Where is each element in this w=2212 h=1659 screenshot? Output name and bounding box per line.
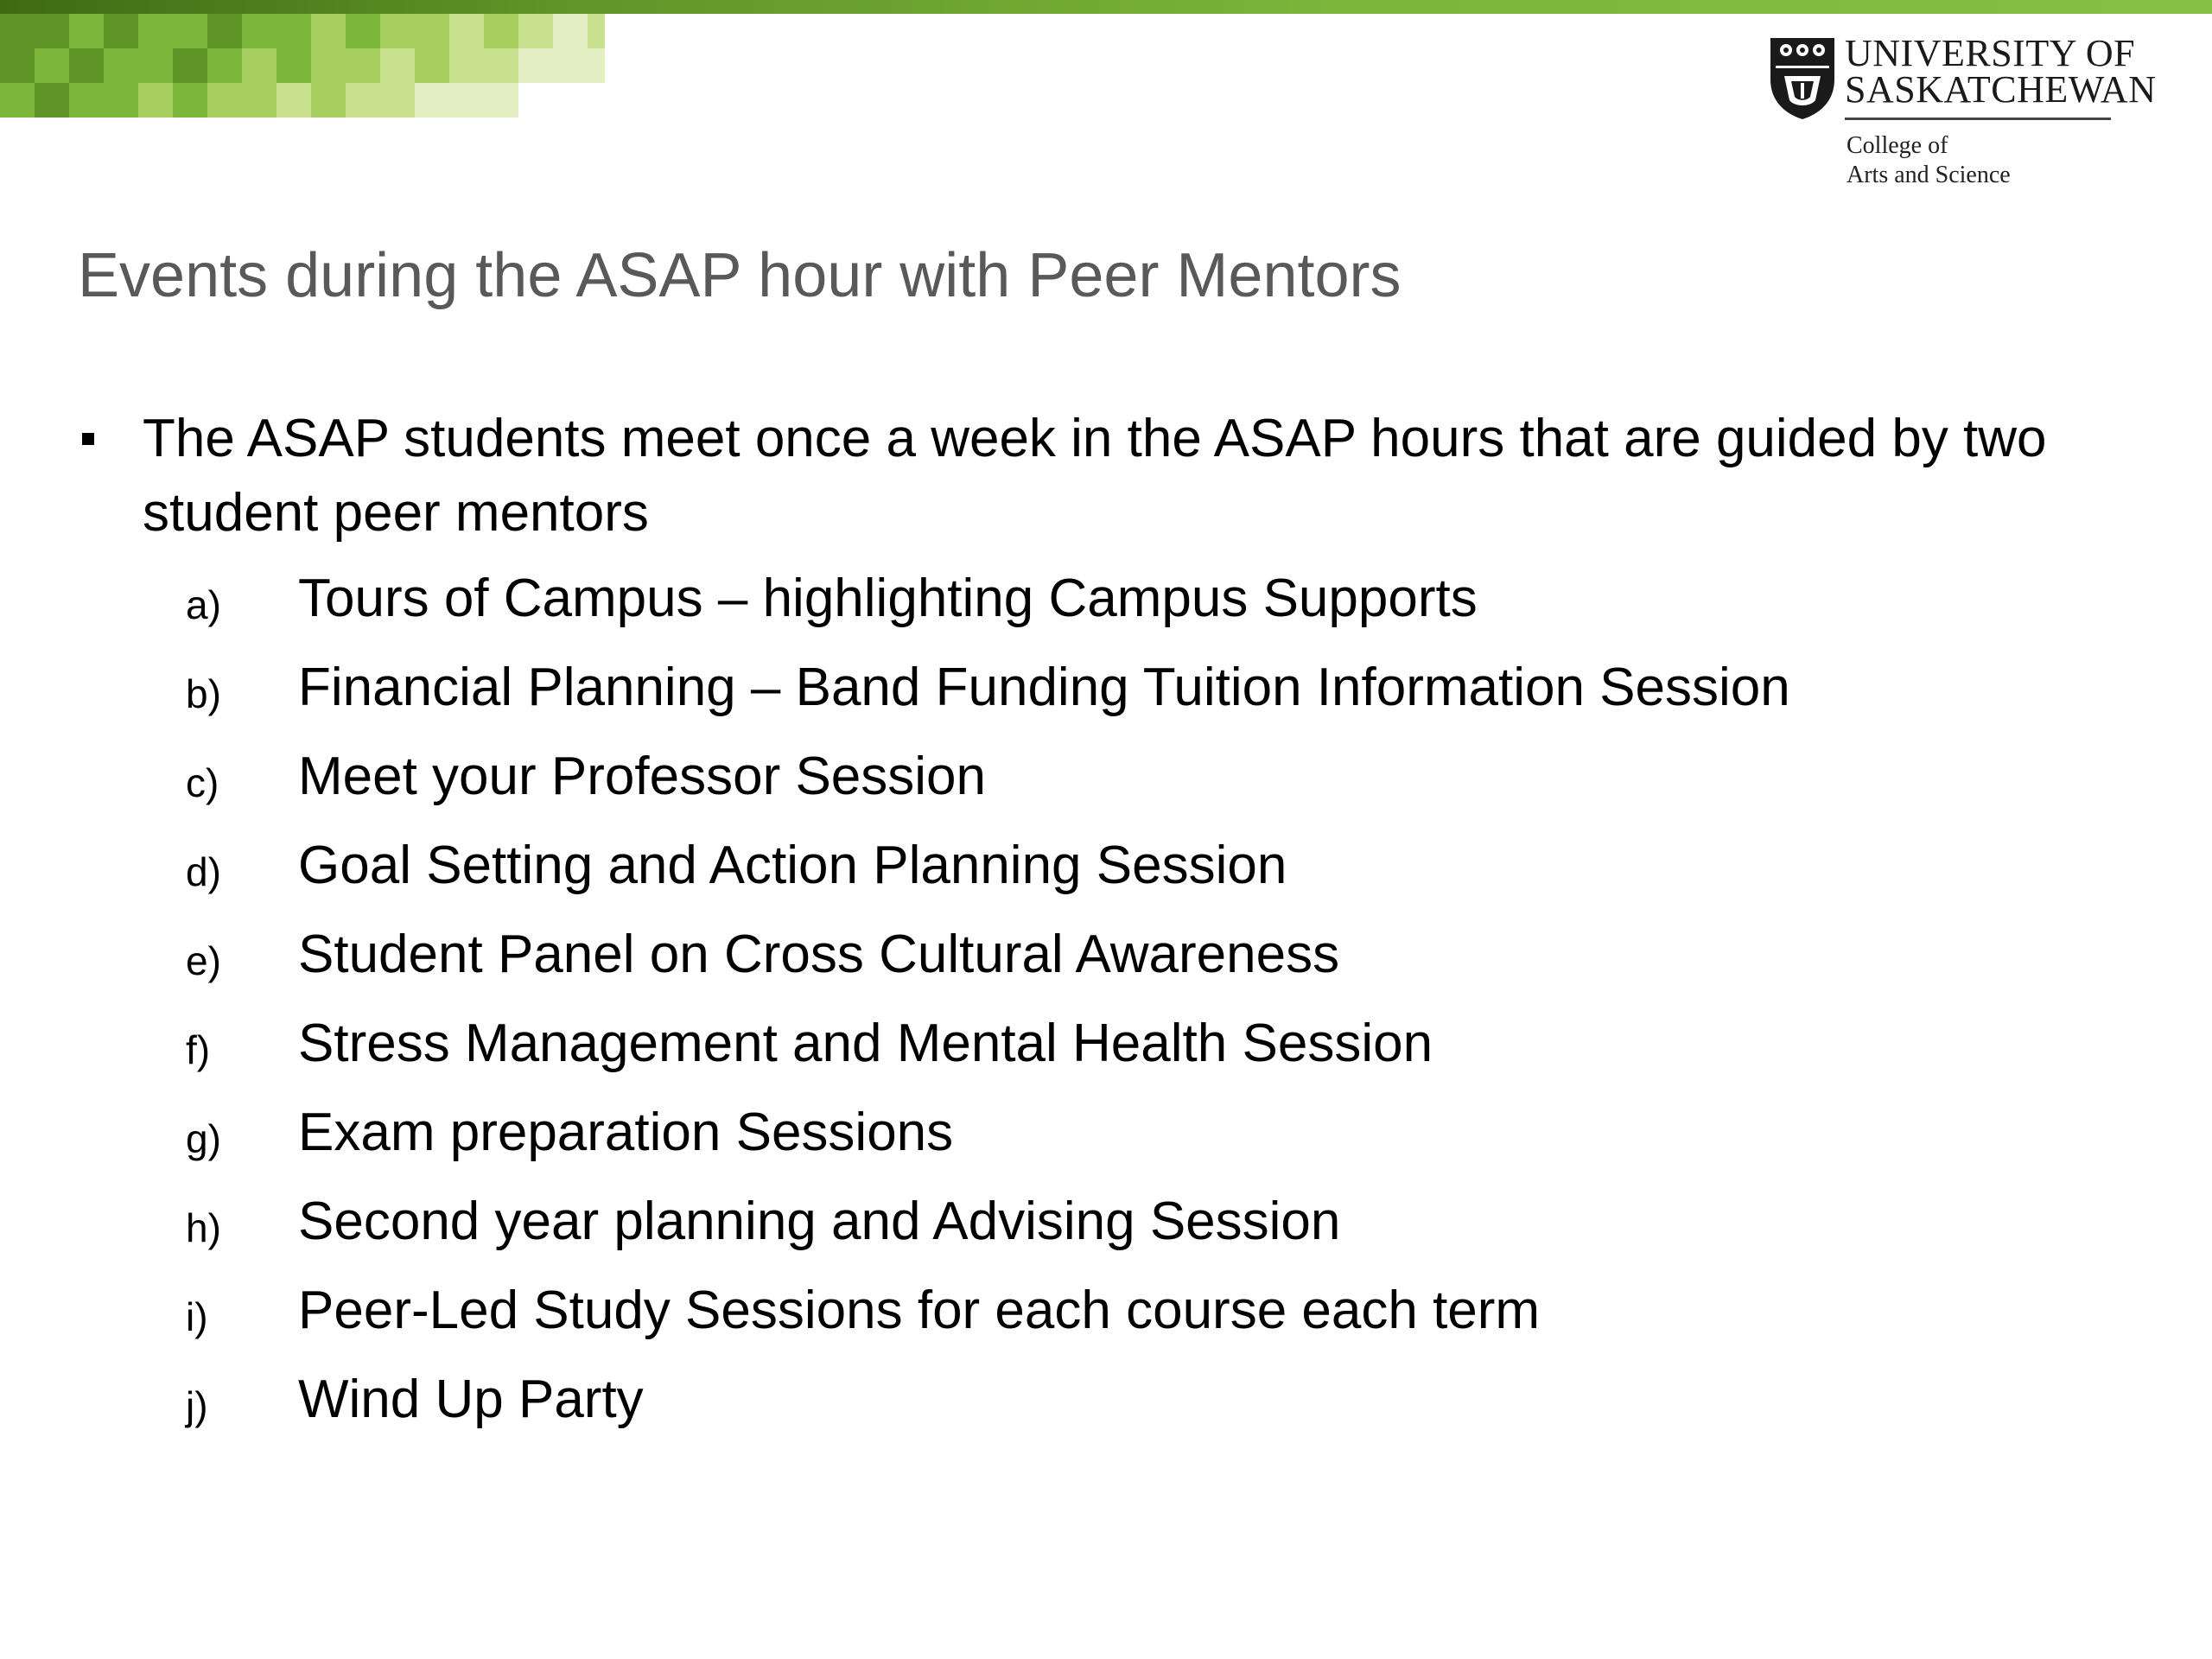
mosaic-tile [0, 48, 35, 83]
mosaic-tile [276, 14, 311, 48]
mosaic-tile [276, 48, 311, 83]
mosaic-tile [588, 14, 605, 48]
college-name-line2: Arts and Science [1847, 162, 2011, 188]
mosaic-tile [415, 83, 449, 118]
event-letter: h) [186, 1205, 221, 1250]
mosaic-tile [242, 48, 276, 83]
mosaic-tile [415, 14, 449, 48]
mosaic-tile [311, 14, 346, 48]
mosaic-tile [207, 83, 242, 118]
mosaic-tile [69, 83, 104, 118]
mosaic-tile [380, 48, 415, 83]
mosaic-tile [449, 83, 484, 118]
event-label: Second year planning and Advising Session [298, 1192, 1341, 1251]
mosaic-tile [138, 48, 173, 83]
event-letter: d) [186, 849, 221, 894]
event-label: Tours of Campus – highlighting Campus Supports [298, 569, 1478, 628]
mosaic-tile [138, 14, 173, 48]
event-label: Goal Setting and Action Planning Session [298, 836, 1287, 895]
mosaic-tile [138, 83, 173, 118]
mosaic-tile [35, 14, 69, 48]
mosaic-tile [207, 48, 242, 83]
mosaic-tile [346, 14, 380, 48]
event-label: Student Panel on Cross Cultural Awareness [298, 925, 1340, 984]
mosaic-tile [242, 14, 276, 48]
event-letter: j) [186, 1383, 208, 1428]
mosaic-tile [415, 48, 449, 83]
event-letter: e) [186, 938, 221, 983]
mosaic-tile [553, 14, 588, 48]
event-label: Financial Planning – Band Funding Tuition Information Session [298, 658, 1790, 717]
top-accent-bar [0, 0, 2212, 14]
mosaic-tile [346, 83, 380, 118]
mosaic-tile [0, 14, 35, 48]
event-label: Peer-Led Study Sessions for each course each term [298, 1281, 1541, 1340]
mosaic-tile [484, 83, 518, 118]
logo-divider [1845, 118, 2111, 120]
college-name [1847, 131, 2011, 190]
mosaic-tile [173, 83, 207, 118]
mosaic-tile [346, 48, 380, 83]
main-bullet-text: The ASAP students meet once a week in the ASAP hours that are guided by two student peer mentors [143, 409, 2047, 543]
event-letter: f) [186, 1027, 211, 1072]
event-label: Meet your Professor Session [298, 747, 987, 806]
mosaic-tile [484, 14, 518, 48]
mosaic-tile [104, 48, 138, 83]
mosaic-tile [518, 48, 553, 83]
mosaic-tile [35, 48, 69, 83]
college-name-line1: College of [1847, 132, 1948, 159]
slide-title: Events during the ASAP hour with Peer Mentors [78, 241, 1402, 310]
mosaic-tile [553, 48, 588, 83]
event-letter: i) [186, 1294, 208, 1339]
pixel-mosaic-decoration [0, 14, 605, 118]
mosaic-tile [173, 14, 207, 48]
mosaic-tile [380, 14, 415, 48]
mosaic-tile [104, 83, 138, 118]
event-label: Stress Management and Mental Health Session [298, 1014, 1433, 1073]
mosaic-tile [449, 48, 484, 83]
mosaic-tile [588, 48, 605, 83]
event-label: Exam preparation Sessions [298, 1103, 954, 1162]
mosaic-tile [35, 83, 69, 118]
mosaic-tile [449, 14, 484, 48]
mosaic-tile [311, 48, 346, 83]
event-letter: a) [186, 582, 221, 627]
mosaic-tile [242, 83, 276, 118]
mosaic-tile [207, 14, 242, 48]
event-label: Wind Up Party [298, 1370, 644, 1429]
mosaic-tile [311, 83, 346, 118]
mosaic-tile [69, 14, 104, 48]
event-letter: c) [186, 760, 219, 805]
event-letter: b) [186, 671, 221, 716]
square-bullet-icon [82, 433, 94, 445]
mosaic-tile [276, 83, 311, 118]
mosaic-tile [69, 48, 104, 83]
university-name-line2: SASKATCHEWAN [1845, 68, 2157, 111]
mosaic-tile [380, 83, 415, 118]
mosaic-tile [104, 14, 138, 48]
university-crest-icon [1767, 35, 1838, 121]
mosaic-tile [0, 83, 35, 118]
event-letter: g) [186, 1116, 221, 1161]
mosaic-tile [484, 48, 518, 83]
university-name-line1: UNIVERSITY OF [1845, 32, 2136, 74]
university-logo [1767, 32, 2157, 199]
mosaic-tile [518, 14, 553, 48]
mosaic-tile [173, 48, 207, 83]
